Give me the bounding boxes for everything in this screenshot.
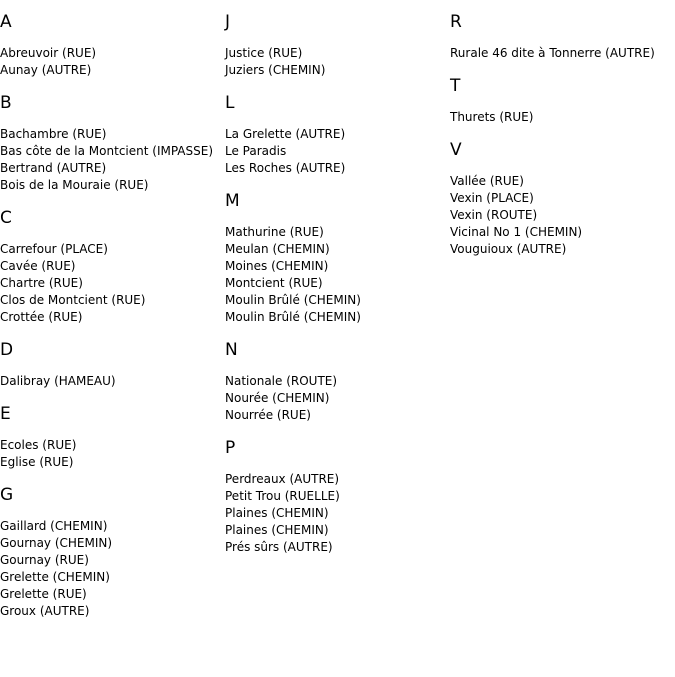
letter-group [450, 76, 675, 126]
street-list [0, 126, 225, 194]
street-entry: Gaillard (CHEMIN) [0, 519, 108, 533]
letter-heading: G [0, 485, 14, 505]
street-list [0, 373, 225, 390]
street-list [225, 373, 450, 424]
letter-group [225, 191, 450, 326]
street-entry: Ecoles (RUE) [0, 438, 77, 452]
street-entry: Gournay (CHEMIN) [0, 536, 113, 550]
street-list [450, 109, 675, 126]
street-entry: Bertrand (AUTRE) [0, 161, 107, 175]
letter-group [225, 438, 450, 556]
street-entry: Cavée (RUE) [0, 259, 76, 273]
street-list [0, 241, 225, 326]
street-entry: Plaines (CHEMIN) [225, 506, 329, 520]
street-entry: Prés sûrs (AUTRE) [225, 540, 333, 554]
letter-heading: C [0, 208, 13, 228]
letter-heading: R [450, 12, 463, 32]
street-entry: Meulan (CHEMIN) [225, 242, 330, 256]
letter-group [0, 93, 225, 194]
letter-heading: D [0, 340, 14, 360]
street-entry: Les Roches (AUTRE) [225, 161, 346, 175]
letter-heading: B [0, 93, 13, 113]
street-entry: Moines (CHEMIN) [225, 259, 329, 273]
street-entry: Perdreaux (AUTRE) [225, 472, 340, 486]
street-entry: Montcient (RUE) [225, 276, 323, 290]
street-list [450, 173, 675, 258]
letter-group [0, 404, 225, 471]
street-list [0, 518, 225, 620]
street-entry: Justice (RUE) [225, 46, 303, 60]
street-entry: Vicinal No 1 (CHEMIN) [450, 225, 583, 239]
letter-group [225, 93, 450, 177]
letter-heading: T [450, 76, 461, 96]
street-entry: Eglise (RUE) [0, 455, 74, 469]
letter-group [0, 340, 225, 390]
street-entry: Vexin (PLACE) [450, 191, 534, 205]
street-entry: Gournay (RUE) [0, 553, 89, 567]
letter-heading: P [225, 438, 236, 458]
letter-group [225, 12, 450, 79]
street-entry: Plaines (CHEMIN) [225, 523, 329, 537]
street-entry: Vexin (ROUTE) [450, 208, 538, 222]
street-entry: Petit Trou (RUELLE) [225, 489, 340, 503]
street-entry: Vouguioux (AUTRE) [450, 242, 567, 256]
street-entry: Nourrée (RUE) [225, 408, 311, 422]
letter-group [0, 485, 225, 620]
street-entry: Le Paradis [225, 144, 287, 158]
letter-heading: E [0, 404, 12, 424]
letter-group [0, 208, 225, 326]
street-list [225, 471, 450, 556]
street-entry: Bachambre (RUE) [0, 127, 107, 141]
letter-heading: A [0, 12, 13, 32]
street-entry: Abreuvoir (RUE) [0, 46, 97, 60]
street-index-column [450, 12, 675, 258]
street-entry: Aunay (AUTRE) [0, 63, 92, 77]
street-entry: Moulin Brûlé (CHEMIN) [225, 293, 361, 307]
street-list [225, 126, 450, 177]
letter-group [450, 12, 675, 62]
letter-heading: L [225, 93, 235, 113]
letter-group [225, 340, 450, 424]
street-entry: Grelette (CHEMIN) [0, 570, 110, 584]
street-index-column [0, 12, 225, 620]
letter-heading: N [225, 340, 239, 360]
street-list [225, 224, 450, 326]
street-entry: Nourée (CHEMIN) [225, 391, 330, 405]
street-list [0, 45, 225, 79]
letter-heading: V [450, 140, 463, 160]
street-entry: Thurets (RUE) [450, 110, 534, 124]
street-entry: Grelette (RUE) [0, 587, 87, 601]
street-entry: Mathurine (RUE) [225, 225, 324, 239]
letter-heading: J [225, 12, 231, 32]
letter-group [0, 12, 225, 79]
street-entry: Vallée (RUE) [450, 174, 524, 188]
street-entry: Dalibray (HAMEAU) [0, 374, 116, 388]
letter-heading: M [225, 191, 241, 211]
street-entry: Juziers (CHEMIN) [225, 63, 326, 77]
street-entry: Chartre (RUE) [0, 276, 83, 290]
street-list [0, 437, 225, 471]
street-entry: Carrefour (PLACE) [0, 242, 108, 256]
street-list [450, 45, 675, 62]
street-entry: Crottée (RUE) [0, 310, 83, 324]
street-entry: Nationale (ROUTE) [225, 374, 338, 388]
street-entry: Moulin Brûlé (CHEMIN) [225, 310, 361, 324]
street-entry: Clos de Montcient (RUE) [0, 293, 146, 307]
street-index-column [225, 12, 450, 556]
street-entry: Bois de la Mouraie (RUE) [0, 178, 149, 192]
street-entry: Bas côte de la Montcient (IMPASSE) [0, 144, 214, 158]
street-list [225, 45, 450, 79]
street-entry: Rurale 46 dite à Tonnerre (AUTRE) [450, 46, 655, 60]
letter-group [450, 140, 675, 258]
street-entry: Groux (AUTRE) [0, 604, 90, 618]
street-entry: La Grelette (AUTRE) [225, 127, 346, 141]
